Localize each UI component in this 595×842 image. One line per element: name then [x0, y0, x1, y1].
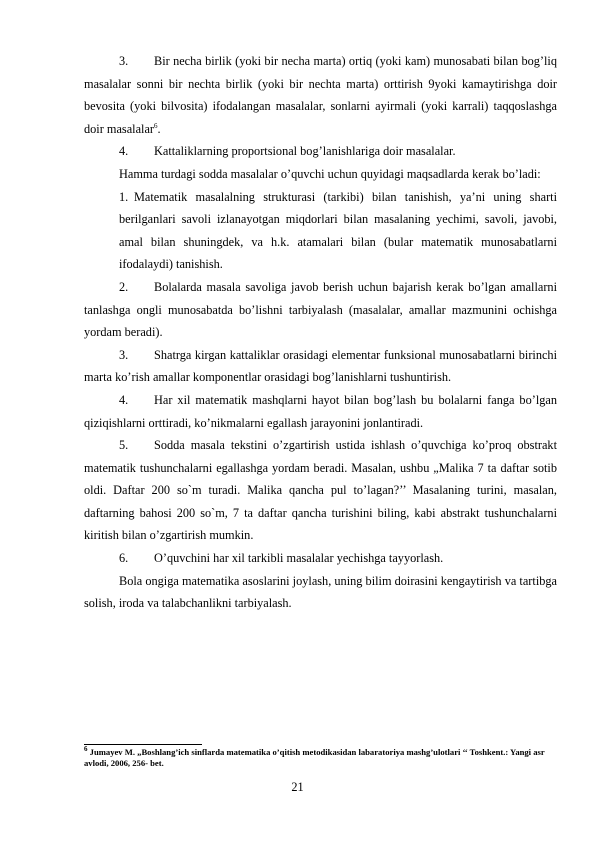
list-number: 6.	[119, 551, 129, 566]
page-number: 21	[291, 780, 304, 794]
paragraph-3	[84, 163, 557, 186]
list-number: 3.	[119, 347, 129, 362]
footnote-divider	[84, 744, 202, 745]
paragraph-text: O’quvchini har xil tarkibli masalalar yechishga tayyorlash.	[154, 551, 444, 566]
list-number: 4.	[119, 392, 129, 407]
paragraph-5	[84, 276, 557, 344]
list-number: 3.	[119, 54, 129, 68]
footnote	[84, 747, 557, 768]
list-number: 4.	[119, 144, 129, 159]
paragraph-text: Bola ongiga matematika asoslarini joylash, uning bilim doirasini kengaytirish va tartibga solish, iroda va talabchanlikni tarbiyalash.	[84, 573, 557, 611]
paragraph-4	[84, 186, 557, 276]
paragraph-7	[84, 389, 557, 434]
paragraph-text: Hamma turdagi sodda masalalar o’quvchi uchun quyidagi maqsadlarda kerak bo’ladi:	[119, 166, 541, 181]
paragraph-tail: .	[157, 121, 161, 136]
footnote-ref[interactable]: 6	[154, 121, 158, 130]
paragraph-text: Matematik masalalning strukturasi (tarkibi) bilan tanishish, ya’ni uning sharti berilganlari savoli izlanayotgan miqdorlari bilan masalaning yechimi, savoli, javobi, amal bilan shuningdek, va h.k. atamalari bilan (bular matematik munosabatlarni ifodalaydi) tanishish.	[119, 189, 557, 272]
footnote-mark: 6	[84, 745, 88, 754]
paragraph-9	[84, 547, 557, 570]
paragraph-10	[84, 570, 557, 615]
paragraph-1	[84, 50, 557, 140]
paragraph-6	[84, 344, 557, 389]
paragraph-text: Kattaliklarning proportsional bog’lanishlariga doir masalalar.	[154, 144, 456, 159]
paragraph-text: Bolalarda masala savoliga javob berish uchun bajarish kerak bo’lgan amallarni tanlashga ongli munosabatda bo’lishni tarbiyalash (masalalar, amallar mazmunini ochishga yordam beradi).	[84, 279, 557, 340]
footnote-text: Jumayev M. „Boshlang’ich sinflarda matematika o’qitish metodikasidan labaratoriya mashg’ulotlari ‘‘ Toshkent.: Yangi asr avlodi, 2006, 256- bet.	[84, 747, 545, 768]
paragraph-text: Shatrga kirgan kattaliklar orasidagi elementar funksional munosabatlarni birinchi marta ko’rish amallar komponentlar orasidagi bog’lanishlarni tushuntirish.	[84, 347, 557, 385]
paragraph-text: Har xil matematik mashqlarni hayot bilan bog’lash bu bolalarni fanga bo’lgan qiziqishlarni orttiradi, ko’nikmalarni egallash jarayonini jonlantiradi.	[84, 392, 557, 430]
list-number: 2.	[119, 279, 129, 294]
list-number: 5.	[119, 438, 129, 453]
paragraph-2	[84, 140, 557, 163]
paragraph-text: Sodda masala tekstini o’zgartirish ustida ishlash o’quvchiga ko’proq obstrakt matematik tushunchalarni egallashga yordam beradi. Masalan, ushbu „Malika 7 ta daftar sotib oldi. Daftar 200 so`m turadi. Malika qancha pul to’lagan?’’ Masalaning turini, masalan, daftarning bahosi 200 so`m, 7 ta daftar qancha turishini biling, kabi abstrakt tushunchalarni kiritish bilan o’zgartirish mumkin.	[84, 438, 557, 543]
list-number: 1.	[119, 189, 129, 204]
paragraph-text: Bir necha birlik (yoki bir necha marta) ortiq (yoki kam) munosabati bilan bog’liq masalalar sonni bir nechta birlik (yoki bir nechta marta) orttirish 9yoki kamaytirishga doir bevosita (yoki bilvosita) ifodalangan masalalar, sonlarni ayirmali (yoki karrali) taqqoslashga doir masalalar	[84, 54, 557, 136]
page-body	[84, 50, 557, 615]
paragraph-8	[84, 434, 557, 547]
